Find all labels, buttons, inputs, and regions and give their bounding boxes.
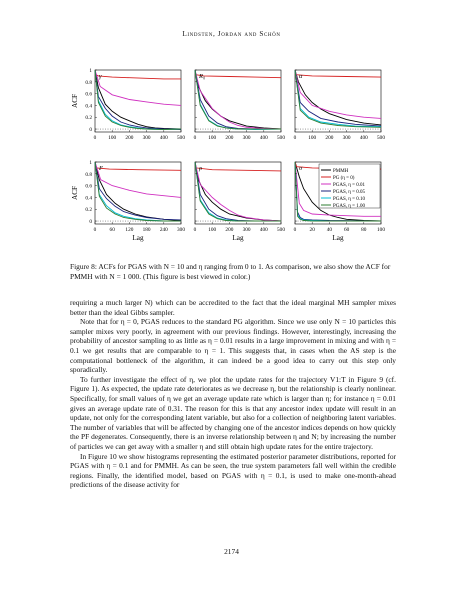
y-tick-label: 0.4	[85, 103, 92, 110]
x-tick-label: 60	[343, 227, 350, 233]
x-tick-label: 240	[159, 227, 168, 233]
x-tick-label: 0	[93, 135, 97, 141]
legend-entry-1: PMMH	[333, 169, 349, 174]
x-tick-label: 100	[208, 135, 217, 141]
y-tick-label: 0	[89, 127, 92, 134]
panel-label: R₀	[199, 73, 206, 80]
y-tick-label: 0.2	[85, 207, 92, 214]
y-axis-label: ACF	[71, 186, 79, 200]
x-tick-label: 200	[225, 135, 234, 141]
x-tick-label: 400	[159, 135, 168, 141]
paragraph-1: requiring a much larger N) which can be accredited to the fact that the ideal marginal MH sampler mixes better than the ideal Gibbs sampler.	[70, 298, 396, 317]
x-tick-label: 40	[326, 227, 333, 233]
x-tick-label: 300	[142, 135, 151, 141]
x-tick-label: 100	[377, 227, 385, 233]
y-tick-label: 1	[89, 68, 92, 74]
y-tick-label: 0.6	[85, 183, 92, 190]
x-tick-label: 100	[208, 227, 217, 233]
x-tick-label: 100	[308, 135, 317, 141]
x-tick-label: 500	[277, 135, 285, 141]
x-tick-label: 180	[142, 227, 151, 233]
x-tick-label: 60	[109, 227, 115, 233]
x-tick-label: 0	[193, 135, 197, 141]
paragraph-3: To further investigate the effect of η, we plot the update rates for the trajectory V1:T in Figure 9 (cf. Figure 1). As expected, the update rate deteriorates as we decrease η, but the relationship is clearly nonlinear. Specifically, for small values of η we get an average update rate which is larger than η; for instance η = 0.01 gives an average update rate of 0.31. The reason for this is that any ancestor index update will result in an update, not only for the corresponding latent variable, but also for a collection of neighboring latent variables. The number of variables that will be affected by changing one of the ancestor indices depends on how quickly the PF degenerates. Consequently, there is an inverse relationship between η and N; by increasing the number of particles we can get away with a smaller η and still obtain high update rates for the entire trajectory.	[70, 374, 396, 451]
body-text	[70, 298, 396, 490]
legend-entry-5: PGAS, η = 0.10	[333, 197, 365, 202]
legend-entry-2: PG (η = 0)	[333, 176, 355, 181]
y-tick-label: 0.6	[85, 91, 92, 98]
panel-label: α	[299, 73, 303, 80]
panel-label: F	[99, 165, 103, 172]
panel-frame-2	[195, 70, 281, 132]
legend-entry-3: PGAS, η = 0.01	[333, 183, 365, 188]
x-tick-label: 0	[193, 227, 197, 233]
y-tick-label: 0.8	[85, 171, 92, 178]
y-axis-label: ACF	[71, 94, 79, 108]
x-tick-label: 400	[359, 135, 368, 141]
x-tick-label: 120	[125, 227, 134, 233]
x-tick-label: 0	[293, 135, 297, 141]
x-tick-label: 300	[242, 135, 251, 141]
x-tick-label: 100	[108, 135, 117, 141]
page-number: 2174	[224, 547, 239, 556]
x-tick-label: 300	[342, 135, 351, 141]
y-tick-label: 0.8	[85, 79, 92, 86]
acf-figure	[0, 56, 463, 256]
x-tick-label: 80	[361, 227, 367, 233]
paragraph-2: Note that for η = 0, PGAS reduces to the standard PG algorithm. Since we use only N = 10 particles this sampler mixes very poorly, in agreement with our previous findings. However, interestingly, increasing the probability of ancestor sampling to as little as η = 0.01 results in a large improvement in mixing and with η = 0.1 we get results that are comparable to η = 1. This suggests that, in cases when the AS step is the computational bottleneck of the algorithm, it can indeed be a good idea to carry out this step only sporadically.	[70, 317, 396, 375]
x-tick-label: 200	[225, 227, 234, 233]
legend-entry-4: PGAS, η = 0.05	[333, 190, 365, 195]
x-tick-label: 500	[377, 135, 385, 141]
x-axis-label: Lag	[232, 234, 244, 242]
x-tick-label: 300	[177, 227, 185, 233]
panel-label: σ	[299, 165, 303, 172]
x-axis-label: Lag	[132, 234, 144, 242]
x-tick-label: 0	[93, 227, 97, 233]
y-tick-label: 0.2	[85, 115, 92, 122]
x-tick-label: 400	[259, 227, 268, 233]
panel-label: ρ	[199, 165, 203, 172]
figure-caption: Figure 8: ACFs for PGAS with N = 10 and η ranging from 0 to 1. As comparison, we also show the ACF for PMMH with N = 1 000. (This figure is best viewed in color.)	[70, 262, 391, 281]
panel-label: γ	[99, 73, 102, 80]
y-tick-label: 0	[89, 219, 92, 226]
x-tick-label: 500	[177, 135, 185, 141]
x-axis-label: Lag	[332, 234, 344, 242]
y-tick-label: 1	[89, 160, 92, 166]
x-tick-label: 500	[277, 227, 285, 233]
x-tick-label: 200	[125, 135, 134, 141]
y-tick-label: 0.4	[85, 195, 92, 202]
x-tick-label: 20	[309, 227, 315, 233]
x-tick-label: 0	[293, 227, 297, 233]
x-tick-label: 200	[325, 135, 334, 141]
running-header: Lindsten, Jordan and Schön	[182, 30, 281, 38]
acf-chart-svg	[0, 56, 463, 256]
paragraph-4: In Figure 10 we show histograms representing the estimated posterior parameter distributions, reported for PGAS with η = 0.1 and for PMMH. As can be seen, the true system parameters fall well within the credible regions. Finally, the identified model, based on PGAS with η = 0.1, is used to make one-month-ahead predictions of the disease activity for	[70, 451, 396, 490]
legend-entry-6: PGAS, η = 1.00	[333, 204, 365, 209]
x-tick-label: 300	[242, 227, 251, 233]
x-tick-label: 400	[259, 135, 268, 141]
